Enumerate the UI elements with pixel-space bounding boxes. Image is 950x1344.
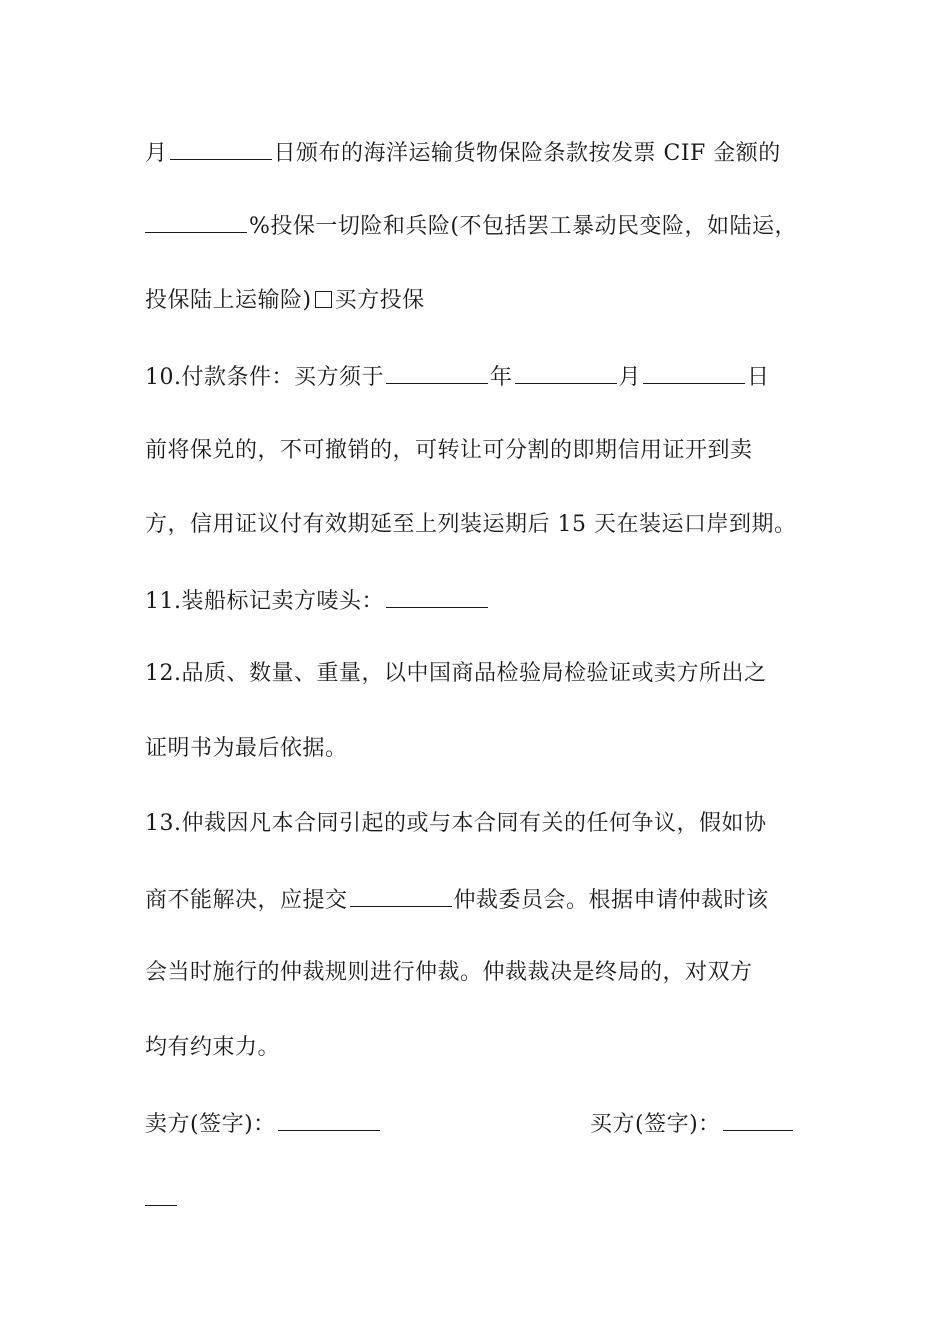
month-blank[interactable] <box>515 361 617 384</box>
arbitration-clause-line-1: 13.仲裁因凡本合同引起的或与本合同有关的任何争议，假如协 <box>145 811 767 836</box>
text-day: 日 <box>747 365 770 390</box>
buyer-signature-blank-tail[interactable] <box>145 1183 177 1206</box>
text-month-2: 月 <box>618 365 642 390</box>
text-year: 年 <box>490 365 513 390</box>
percent-blank[interactable] <box>145 210 247 233</box>
day-blank[interactable] <box>170 137 272 160</box>
seller-signature-blank[interactable] <box>278 1108 380 1131</box>
text-arbitration-committee: 仲裁委员会。根据申请仲裁时该 <box>453 888 769 913</box>
payment-terms-line-1 <box>145 361 770 393</box>
text-shipping-marks: 11.装船标记卖方唛头： <box>145 589 384 614</box>
text-payment-terms: 10.付款条件：买方须于 <box>145 365 384 390</box>
payment-terms-line-3: 方，信用证议付有效期延至上列装运期后 15 天在装运口岸到期。 <box>145 512 797 537</box>
arbitration-clause-line-3: 会当时施行的仲裁规则进行仲裁。仲裁裁决是终局的，对双方 <box>145 960 753 985</box>
buyer-signature-label: 买方(签字)： <box>590 1112 721 1137</box>
seller-signature-label: 卖方(签字)： <box>145 1112 276 1137</box>
year-blank[interactable] <box>386 361 488 384</box>
shipping-marks-line <box>145 585 490 617</box>
buyer-signature <box>590 1108 795 1140</box>
text-month: 月 <box>145 141 168 166</box>
arbitration-clause-line-2 <box>145 884 769 916</box>
text-buyer-insure: 买方投保 <box>334 288 425 313</box>
text-submit-to: 商不能解决，应提交 <box>145 888 348 913</box>
shipping-marks-blank[interactable] <box>386 585 488 608</box>
text-land-transport: 投保陆上运输险) <box>145 288 312 313</box>
seller-signature <box>145 1108 382 1140</box>
buyer-insure-checkbox[interactable] <box>315 291 332 308</box>
buyer-signature-blank[interactable] <box>723 1108 793 1131</box>
arbitration-clause-line-4: 均有约束力。 <box>145 1035 281 1060</box>
quality-clause-line-2: 证明书为最后依据。 <box>145 736 348 761</box>
payment-terms-line-2: 前将保兑的，不可撤销的，可转让可分割的即期信用证开到卖 <box>145 438 753 463</box>
insurance-clause-line-3 <box>145 286 425 316</box>
quality-clause-line-1: 12.品质、数量、重量，以中国商品检验局检验证或卖方所出之 <box>145 661 767 686</box>
insurance-clause-line-1 <box>145 137 781 169</box>
day-blank-2[interactable] <box>643 361 745 384</box>
buyer-signature-blank-continued <box>145 1183 179 1215</box>
text-insurance-coverage: %投保一切险和兵险(不包括罢工暴动民变险，如陆运， <box>249 214 797 239</box>
text-insurance-terms: 日颁布的海洋运输货物保险条款按发票 CIF 金额的 <box>273 141 781 166</box>
arbitration-committee-blank[interactable] <box>350 884 452 907</box>
insurance-clause-line-2 <box>145 210 797 242</box>
